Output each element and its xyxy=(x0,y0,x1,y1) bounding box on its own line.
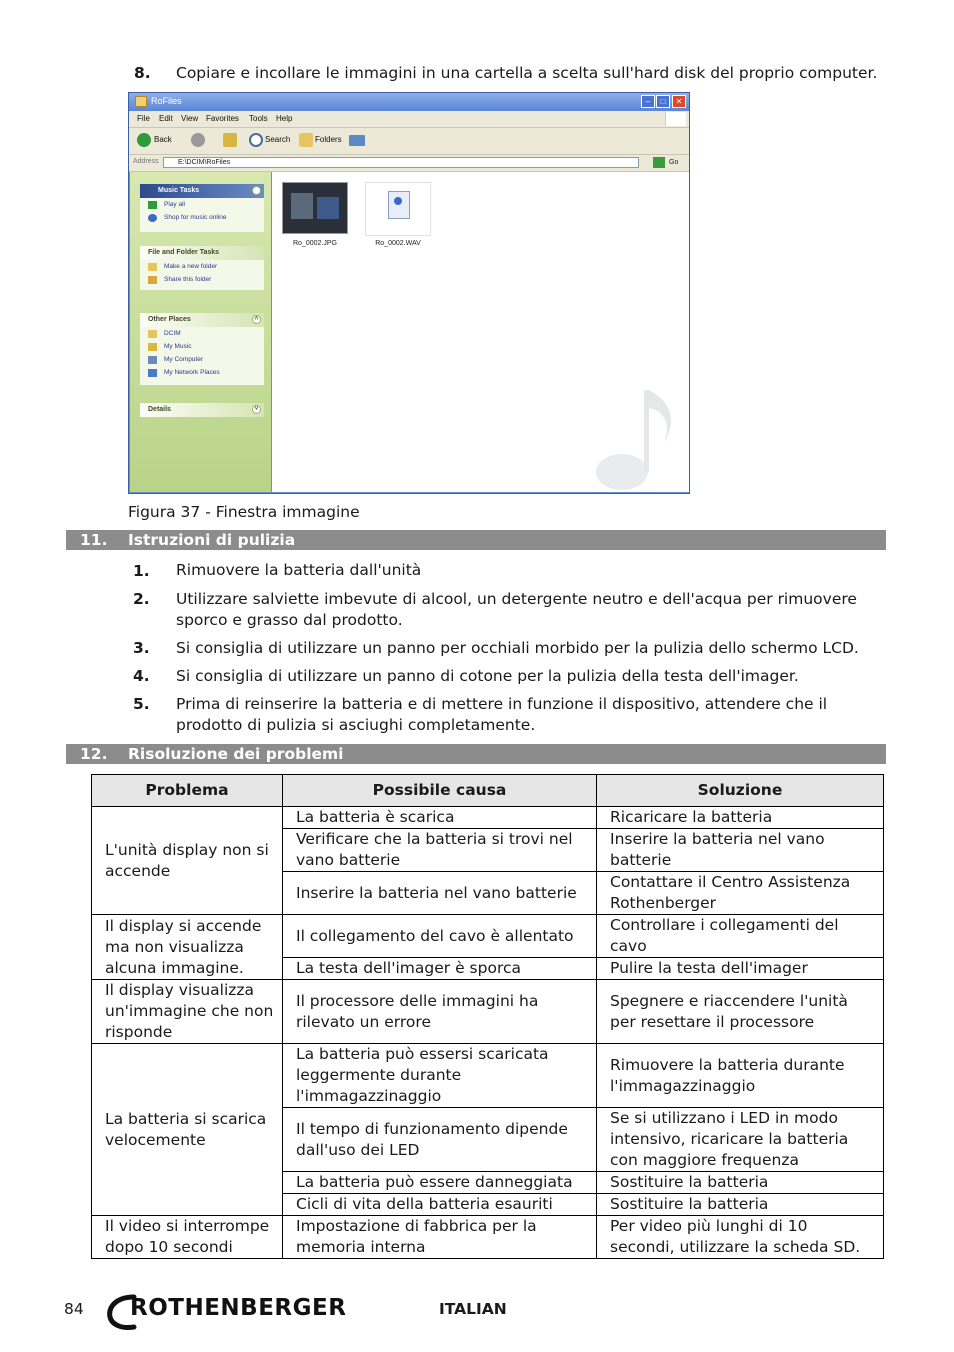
shop-music-label: Shop for music online xyxy=(164,214,227,221)
step-text: Si consiglia di utilizzare un panno per occhiali morbido per la pulizia dello schermo LCD. xyxy=(176,639,859,657)
place-my-computer[interactable] xyxy=(140,353,264,366)
play-all-link[interactable] xyxy=(140,198,264,211)
cause-cell: La batteria può essersi scaricata leggermente durante l'immagazzinaggio xyxy=(283,1044,597,1108)
table-row xyxy=(92,807,884,829)
chevron-down-icon[interactable]: ˅ xyxy=(252,405,261,414)
file-list-pane xyxy=(272,172,689,492)
window-titlebar xyxy=(129,93,689,111)
step-number: 4. xyxy=(133,667,150,685)
make-folder-link[interactable] xyxy=(140,260,264,273)
menu-edit[interactable]: Edit xyxy=(159,114,173,123)
column-header: Possibile causa xyxy=(283,775,597,807)
place-label: My Network Places xyxy=(164,369,220,376)
solution-cell: Inserire la batteria nel vano batterie xyxy=(597,829,884,872)
file-folder-tasks-header[interactable] xyxy=(140,246,264,260)
back-button[interactable]: Back xyxy=(154,135,172,144)
audio-file-icon[interactable] xyxy=(365,182,431,236)
chevron-up-icon[interactable]: ˄ xyxy=(252,186,261,195)
menu-bar xyxy=(129,111,689,128)
views-icon[interactable] xyxy=(349,135,365,146)
column-header: Soluzione xyxy=(597,775,884,807)
other-places-title: Other Places xyxy=(148,316,191,323)
file-folder-tasks-panel xyxy=(140,246,264,290)
address-label: Address xyxy=(133,158,159,165)
step-text: Utilizzare salviette imbevute di alcool, un detergente neutro e dell'acqua per rimuovere sporco e grasso dal prodotto. xyxy=(176,590,857,629)
search-button[interactable]: Search xyxy=(265,135,291,144)
table-row xyxy=(92,980,884,1044)
section-number: 12. xyxy=(80,745,108,763)
section-title: Risoluzione dei problemi xyxy=(128,745,344,763)
image-thumbnail-icon[interactable] xyxy=(282,182,348,234)
music-tasks-panel xyxy=(140,184,264,232)
other-places-panel xyxy=(140,313,264,385)
solution-cell: Sostituire la batteria xyxy=(597,1194,884,1216)
other-places-header[interactable] xyxy=(140,313,264,327)
step-text: Prima di reinserire la batteria e di mettere in funzione il dispositivo, attendere che il prodotto di pulizia si asciughi completamente. xyxy=(176,695,828,734)
explorer-window-figure xyxy=(128,92,690,494)
minimize-button[interactable]: – xyxy=(641,95,655,108)
forward-arrow-icon[interactable] xyxy=(191,133,205,147)
solution-cell: Sostituire la batteria xyxy=(597,1172,884,1194)
step-number: 3. xyxy=(133,639,150,657)
solution-cell: Controllare i collegamenti del cavo xyxy=(597,915,884,958)
back-arrow-icon[interactable] xyxy=(137,133,151,147)
solution-cell: Contattare il Centro Assistenza Rothenberger xyxy=(597,872,884,915)
up-folder-icon[interactable] xyxy=(223,133,237,147)
brand-logo-text: ROTHENBERGER xyxy=(130,1295,347,1321)
file-name[interactable]: Ro_0002.WAV xyxy=(375,240,421,247)
share-folder-icon xyxy=(148,276,157,284)
column-header: Problema xyxy=(92,775,283,807)
place-my-music[interactable] xyxy=(140,340,264,353)
windows-logo-icon xyxy=(665,112,686,126)
problem-cell: Il display si accende ma non visualizza alcuna immagine. xyxy=(92,915,283,980)
table-header-row xyxy=(92,775,884,807)
details-header[interactable] xyxy=(140,403,264,417)
globe-icon xyxy=(148,214,157,222)
music-folder-icon xyxy=(148,343,157,351)
toolbar xyxy=(129,128,689,155)
solution-cell: Rimuovere la batteria durante l'immagazzinaggio xyxy=(597,1044,884,1108)
cause-cell: La batteria può essere danneggiata xyxy=(283,1172,597,1194)
step-number: 8. xyxy=(134,64,151,82)
folders-button[interactable]: Folders xyxy=(315,135,342,144)
figure-caption: Figura 37 - Finestra immagine xyxy=(128,503,360,521)
close-button[interactable]: ✕ xyxy=(672,95,686,108)
search-icon[interactable] xyxy=(249,133,263,147)
step-number: 1. xyxy=(133,562,150,580)
address-input[interactable]: E:\DCIM\RoFiles xyxy=(163,157,639,168)
problem-cell: Il display visualizza un'immagine che non risponde xyxy=(92,980,283,1044)
place-my-network[interactable] xyxy=(140,366,264,379)
table-row xyxy=(92,1044,884,1108)
music-note-watermark-icon xyxy=(592,382,682,492)
table-row xyxy=(92,1216,884,1259)
make-folder-label: Make a new folder xyxy=(164,263,218,270)
window-title: RoFiles xyxy=(151,96,182,106)
page-number: 84 xyxy=(64,1300,84,1318)
menu-view[interactable]: View xyxy=(181,114,199,123)
computer-icon xyxy=(148,356,157,364)
address-bar xyxy=(129,155,689,172)
section-heading xyxy=(66,744,886,764)
cause-cell: Verificare che la batteria si trovi nel vano batterie xyxy=(283,829,597,872)
go-arrow-icon[interactable] xyxy=(653,157,665,168)
menu-file[interactable]: File xyxy=(137,114,150,123)
play-all-label: Play all xyxy=(164,201,185,208)
folder-icon xyxy=(148,330,157,338)
place-label: My Computer xyxy=(164,356,204,363)
problem-cell: Il video si interrompe dopo 10 secondi xyxy=(92,1216,283,1259)
step-number: 5. xyxy=(133,695,150,713)
cause-cell: La batteria è scarica xyxy=(283,807,597,829)
step-text: Copiare e incollare le immagini in una cartella a scelta sull'hard disk del proprio computer. xyxy=(176,64,878,82)
cause-cell: Impostazione di fabbrica per la memoria interna xyxy=(283,1216,597,1259)
menu-tools[interactable]: Tools xyxy=(249,114,268,123)
solution-cell: Ricaricare la batteria xyxy=(597,807,884,829)
go-button[interactable]: Go xyxy=(669,159,679,166)
solution-cell: Per video più lunghi di 10 secondi, utilizzare la scheda SD. xyxy=(597,1216,884,1259)
step-text: Rimuovere la batteria dall'unità xyxy=(176,561,422,579)
music-tasks-title: Music Tasks xyxy=(158,187,200,194)
table-row xyxy=(92,915,884,958)
task-pane xyxy=(130,172,271,492)
cause-cell: Il processore delle immagini ha rilevato un errore xyxy=(283,980,597,1044)
shop-music-link[interactable] xyxy=(140,211,264,224)
new-folder-icon xyxy=(148,263,157,271)
menu-help[interactable]: Help xyxy=(276,114,293,123)
problem-cell: La batteria si scarica velocemente xyxy=(92,1044,283,1216)
section-number: 11. xyxy=(80,531,108,549)
problem-cell: L'unità display non si accende xyxy=(92,807,283,915)
network-icon xyxy=(148,369,157,377)
section-title: Istruzioni di pulizia xyxy=(128,531,296,549)
place-dcim[interactable] xyxy=(140,327,264,340)
music-tasks-header[interactable] xyxy=(140,184,264,198)
place-label: My Music xyxy=(164,343,192,350)
file-folder-tasks-title: File and Folder Tasks xyxy=(148,249,220,256)
step-number: 2. xyxy=(133,590,150,608)
cause-cell: Inserire la batteria nel vano batterie xyxy=(283,872,597,915)
share-folder-link[interactable] xyxy=(140,273,264,286)
footer-language: ITALIAN xyxy=(439,1300,507,1318)
folders-icon[interactable] xyxy=(299,133,313,147)
solution-cell: Pulire la testa dell'imager xyxy=(597,958,884,980)
details-title: Details xyxy=(148,406,171,413)
solution-cell: Se si utilizzano i LED in modo intensivo, ricaricare la batteria con maggiore frequenza xyxy=(597,1108,884,1172)
cause-cell: Il collegamento del cavo è allentato xyxy=(283,915,597,958)
troubleshooting-table xyxy=(91,774,884,1259)
folder-icon xyxy=(135,96,147,107)
cause-cell: Cicli di vita della batteria esauriti xyxy=(283,1194,597,1216)
cause-cell: La testa dell'imager è sporca xyxy=(283,958,597,980)
details-panel xyxy=(140,403,264,417)
play-icon xyxy=(148,201,157,209)
cause-cell: Il tempo di funzionamento dipende dall'uso dei LED xyxy=(283,1108,597,1172)
share-folder-label: Share this folder xyxy=(164,276,212,283)
file-name[interactable]: Ro_0002.JPG xyxy=(293,240,337,247)
step-text: Si consiglia di utilizzare un panno di cotone per la pulizia della testa dell'imager. xyxy=(176,667,799,685)
maximize-button[interactable]: □ xyxy=(656,95,670,108)
place-label: DCIM xyxy=(164,330,181,337)
menu-favorites[interactable]: Favorites xyxy=(206,114,239,123)
solution-cell: Spegnere e riaccendere l'unità per resettare il processore xyxy=(597,980,884,1044)
chevron-up-icon[interactable]: ˄ xyxy=(252,315,261,324)
section-heading xyxy=(66,530,886,550)
